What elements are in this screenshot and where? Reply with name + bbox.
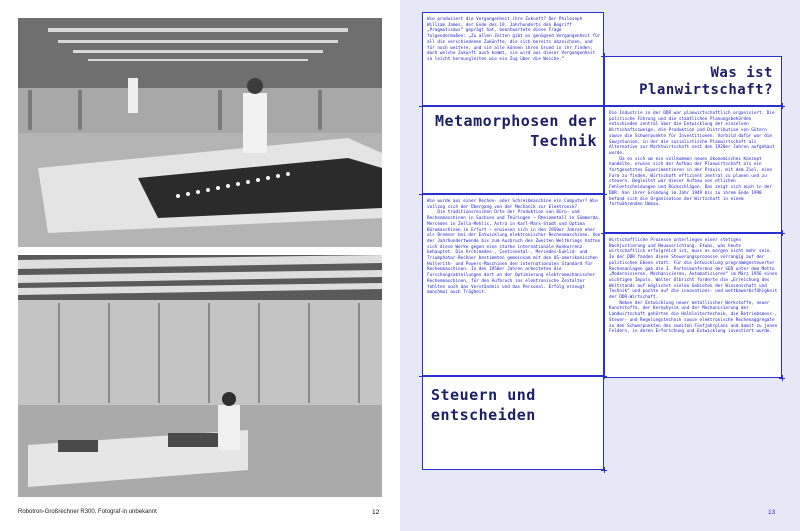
- steuern-text: Wirtschaftliche Prozesse unterliegen einer stetigen Nachjustierung und Neuausrichtung. Etwas, was heute wirtschaftlich erfolgreich ist, muss es morgen nicht mehr sein. In der DDR fanden diese Steuerungsprozesse vorrangig auf der politischen Ebene statt. Für die Entwicklung programmgesteuerter Rechenanlagen gab die 3. Parteikonferenz der SED unter dem Motto „Modernisieren, Mechanisieren, Automatisieren“ im März 1956 einen wichtigen Impuls. Walter Ulbricht forderte die „Erreichung des Weltstands auf möglichst vielen Gebieten der Wissenschaft und Technik“ und pochte auf die innovations- und wettbewerbsfähigkeit der DDR-Wirtschaft. Neben der Entwicklung neuer metallischer Werkstoffe, neuer Kunststoffe, der Kernphysik und der Mechanisierung der Landwirtschaft gehörten die Halbleitertechnik, die Betriebsmess-, Steuer- und Regelungstechnik sowie elektronische Rechenaggregate zu den Schwerpunkten des zweiten Fünfjahrplans und damit zu jenen Feldern, in deren Erforschung und Entwicklung investiert wurde.: [609, 238, 778, 335]
- right-page: [400, 0, 800, 531]
- page-number-left: 12: [372, 509, 380, 516]
- crosshair-mark: [779, 230, 785, 236]
- crosshair-mark: [779, 375, 785, 381]
- photo-caption: Robotron-Großrechner R300, Fotograf·in unbekannt: [18, 509, 157, 515]
- crosshair-mark: [419, 191, 425, 197]
- bottom-photo-operator-room: [18, 255, 382, 497]
- crosshair-mark: [419, 103, 425, 109]
- crosshair-mark: [601, 191, 607, 197]
- crosshair-mark: [779, 103, 785, 109]
- planwirtschaft-text-box: [604, 106, 782, 233]
- metamorphosen-heading-box: [422, 106, 604, 194]
- heading-planwirtschaft: Was ist Planwirtschaft?: [639, 65, 773, 98]
- metamorphosen-text: Wie wurde aus einer Rechen- oder Schreibmaschine ein Computer? Wie vollzog sich der Übergang von der Mechanik zur Elektronik? Die traditionsreichen Orte der Produktion von Büro- und Rechenmaschinen in Sachsen und Thüringen – Rheinmetall in Sömmerda, Mercedes in Zella-Mehlis, Astra in Karl-Marx-Stadt und Optima Büromaschinen in Erfurt – erwiesen sich in den 1950er Jahren eher als Bremser bei der Entwicklung elektronischer Rechenmaschinen. Von der Jahrhundertwende bis zum Ausbruch des Zweiten Weltkriegs hatten sich diese Werke gegen eine starke internationale Konkurrenz behauptet. Die Archimedes-, Continental-, Mercedes-Euklid- und Triumphator-Rechner bestimmten gemeinsam mit den US-amerikanischen Hollerith- und Powers-Maschinen den internationalen Standard für Rechenmaschinen. In den 1950er Jahren arbeiteten die Forschungsabteilungen dort an der Optimierung elektromechanischer Rechenmaschinen, für den Aufbruch ins elektronische Zeitalter fehlten noch das Verständnis und das Personal. Erfolg erzeugt manchmal auch Trägheit.: [427, 199, 601, 296]
- crosshair-mark: [601, 373, 607, 379]
- crosshair-mark: [601, 467, 607, 473]
- intro-text: Wie produziert die Vergangenheit ihre Zukunft? Der Philosoph William James, der Ende des 19. Jahrhunderts den Begriff „Pragmatismus“ geprägt hat, beantwortete diese Frage folgendermaßen: „Zu allen Zeiten gibt es genügend Vergangenheit für all die verschiedenen Zukünfte, die sich bereits abzeichnen, und für noch weitere, und sie alle können ihren Grund in ihr finden; doch welche Zukunft auch kommt, sie wird aus dieser Vergangenheit so leicht herausgleiten wie ein Zug über die Weiche.“: [427, 17, 603, 62]
- page-number-right: 13: [768, 509, 776, 516]
- crosshair-mark: [419, 373, 425, 379]
- top-photo-computer-room: [18, 18, 382, 247]
- heading-metamorphosen: Metamorphosen der Technik: [434, 112, 597, 150]
- planwirtschaft-heading-box: [604, 56, 782, 106]
- crosshair-mark: [601, 103, 607, 109]
- intro-box: [422, 12, 604, 106]
- steuern-text-box: [604, 233, 782, 378]
- metamorphosen-text-box: [422, 194, 604, 376]
- steuern-heading-box: [422, 376, 604, 470]
- heading-steuern: Steuern und entscheiden: [431, 386, 536, 424]
- crosshair-mark: [601, 230, 607, 236]
- crosshair-mark: [601, 53, 607, 59]
- planwirtschaft-text: Die Industrie in der DDR war planwirtschaftlich organisiert. Die politische Führung und die staatlichen Planungsbehörden entschieden zentral über die Entwicklung der einzelnen Wirtschaftszweige, die Produktion und Distribution von Gütern sowie die Schwerpunkte für Investitionen. Vorbild dafür war die Sowjetunion, in der die sozialistische Planwirtschaft als Alternative zur Marktwirtschaft seit den 1920er Jahren aufgebaut wurde. Da es sich um ein vollkommen neues ökonomisches Konzept handelte, erwies sich der Aufbau der Planwirtschaft als ein fortgesetztes Experimentieren in der Praxis, mit dem Ziel, eine Form zu finden, Wirtschaft effizient zentral zu planen und zu steuern. Begleitet war dieser Aufbau von etlichen Fehlentscheidungen und Rückschlägen. Das zeigt sich auch in der DDR: Von ihrer Gründung im Jahr 1949 bis zu ihrem Ende 1990 befand sich die Organisation der Wirtschaft in einem fortwährenden Umbau.: [609, 111, 775, 208]
